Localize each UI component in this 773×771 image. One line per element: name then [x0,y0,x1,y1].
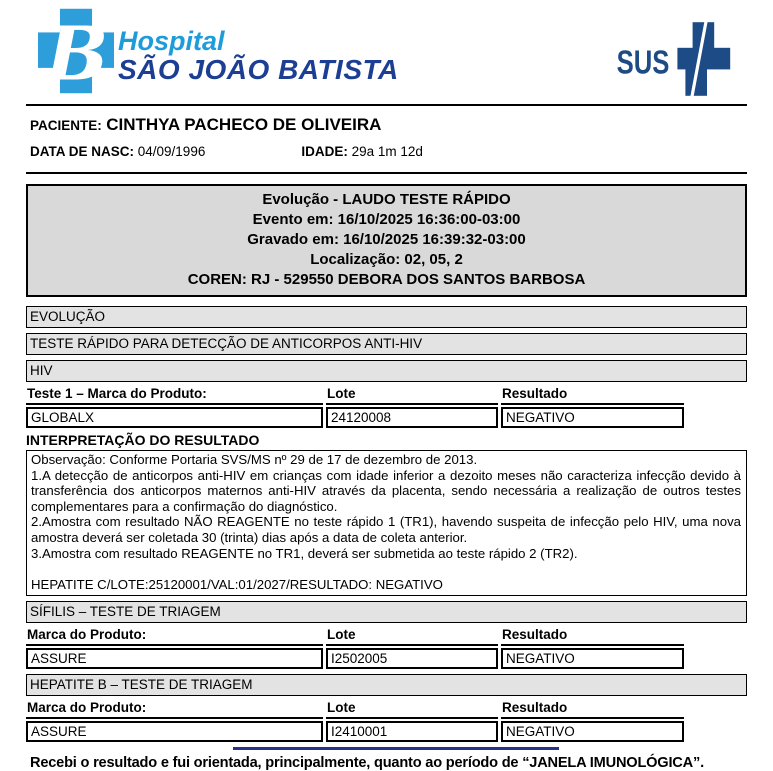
svg-text:B: B [45,9,109,96]
sifilis-test-table [26,625,747,669]
age-label: IDADE: [301,144,348,159]
evolution-event-datetime: Evento em: 16/10/2025 16:36:00-03:00 [252,211,521,228]
patient-divider [26,172,747,174]
interpretation-title: INTERPRETAÇÃO DO RESULTADO [26,432,260,448]
sus-cross-icon [677,21,730,98]
interpretation-item-3: 3.Amostra com resultado REAGENTE no TR1, deverá ser submetida ao teste rápido 2 (TR2). [31,545,578,561]
hospital-cross-icon [38,6,114,101]
interpretation-item-2: 2.Amostra com resultado NÃO REAGENTE no teste rápido 1 (TR1), havendo suspeita de infecção pelo HIV, uma nova amostra deverá ser coletada 30 (trinta) dias após a data de coleta anterior. [31,514,741,545]
dob-label: DATA DE NASC: [30,144,134,159]
dob-value: 04/09/1996 [137,144,206,159]
patient-label: PACIENTE: [30,118,102,133]
hospital-name [118,6,399,85]
section-bar-hiv: HIV [26,360,747,382]
sifilis-product-field[interactable]: ASSURE [26,648,323,669]
hepatite-b-result-field[interactable]: NEGATIVO [501,721,684,742]
sifilis-product-header: Marca do Produto: [26,625,323,646]
section-bar-teste-rapido-hiv: TESTE RÁPIDO PARA DETECÇÃO DE ANTICORPOS ANTI-HIV [26,333,747,355]
sifilis-lot-header: Lote [326,625,498,646]
acknowledgement-note: Recebi o resultado e fui orientada, principalmente, quanto ao período de “JANELA IMUNOLÓGICA”. [30,755,704,771]
hiv-product-header: Teste 1 – Marca do Produto: [26,384,323,405]
evolution-summary-box [26,184,747,297]
interpretation-spacer [31,561,741,577]
evolution-coren: COREN: RJ - 529550 DEBORA DOS SANTOS BARBOSA [187,271,586,288]
section-bar-evolucao: EVOLUÇÃO [26,306,747,328]
hiv-lot-header: Lote [326,384,498,405]
hiv-lot-field[interactable]: 24120008 [326,407,498,428]
interpretation-box [26,450,747,596]
hospital-name-line2: SÃO JOÃO BATISTA [118,54,399,85]
interpretation-item-1: 1.A detecção de anticorpos anti-HIV em crianças com idade inferior a dezoito meses não caracteriza infecção devido à transferência dos anticorpos maternos anti-HIV através da placenta, sendo necessária a realização de outros testes complementares para a confirmação do diagnóstico. [31,467,741,514]
section-bar-hepatite-b: HEPATITE B – TESTE DE TRIAGEM [26,674,747,696]
hepatite-b-test-table [26,698,747,742]
patient-name: CINTHYA PACHECO DE OLIVEIRA [106,115,382,134]
hiv-result-field[interactable]: NEGATIVO [501,407,684,428]
hepatite-b-result-header: Resultado [501,698,684,719]
hepatite-c-result-line: HEPATITE C/LOTE:25120001/VAL:01/2027/RESULTADO: NEGATIVO [31,576,443,592]
hepatite-b-lot-header: Lote [326,698,498,719]
evolution-location: Localização: 02, 05, 2 [310,251,463,268]
sifilis-result-header: Resultado [501,625,684,646]
hepatite-b-product-field[interactable]: ASSURE [26,721,323,742]
hiv-result-header: Resultado [501,384,684,405]
sus-logo [615,6,743,107]
evolution-saved-datetime: Gravado em: 16/10/2025 16:39:32-03:00 [247,231,526,248]
hospital-name-line1: Hospital [118,26,225,56]
section-bar-sifilis: SÍFILIS – TESTE DE TRIAGEM [26,601,747,623]
hospital-logo [38,6,399,101]
sus-label: SUS [616,44,670,82]
age-value: 29a 1m 12d [351,144,423,159]
sifilis-result-field[interactable]: NEGATIVO [501,648,684,669]
hiv-product-field[interactable]: GLOBALX [26,407,323,428]
evolution-title: Evolução - LAUDO TESTE RÁPIDO [262,191,511,208]
hiv-test-table [26,384,747,428]
hepatite-b-lot-field[interactable]: I2410001 [326,721,498,742]
sifilis-lot-field[interactable]: I2502005 [326,648,498,669]
interpretation-observation: Observação: Conforme Portaria SVS/MS nº 29 de 17 de dezembro de 2013. [31,452,478,467]
report-header [0,0,773,104]
hepatite-b-product-header: Marca do Produto: [26,698,323,719]
patient-info [0,106,773,172]
